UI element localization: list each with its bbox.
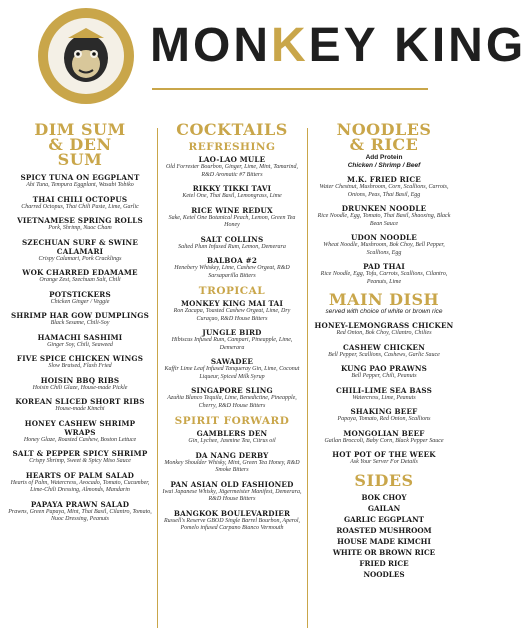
item-name: HONEY-LEMONGRASS CHICKEN bbox=[314, 321, 454, 330]
item-description: Old Forrester Bourbon, Ginger, Lime, Mint, Tamarind, R&D Aromatic #7 Bitters bbox=[165, 164, 299, 178]
item-name: MONGOLIAN BEEF bbox=[343, 428, 425, 438]
item-description: Iwai Japanese Whisky, Jägermeister Manifest, Demerara, R&D House Bitters bbox=[162, 488, 302, 502]
item-name: KOREAN SLICED SHORT RIBS bbox=[15, 397, 145, 406]
item-description: Sake, Ketel One Botanical Peach, Lemon, Green Tea Honey bbox=[168, 214, 296, 228]
item-description: Gin, Lychee, Jasmine Tea, Citrus oil bbox=[188, 438, 276, 444]
item-description: Rice Noodle, Egg, Tofu, Carrots, Scallions, Cilantro, Peanuts, Lime bbox=[320, 271, 448, 285]
item-description: Hearts of Palm, Watercress, Avocado, Tomato, Cucumber, Lime-Chili Dressing, Almonds, Mandarin bbox=[10, 479, 150, 493]
cocktails-column bbox=[162, 122, 302, 538]
item-name: PAN ASIAN OLD FASHIONED bbox=[170, 479, 294, 489]
item-name: DA NANG DERBY bbox=[195, 450, 269, 460]
cocktail-menu-item bbox=[162, 451, 302, 475]
cocktail-group-heading: TROPICAL bbox=[198, 285, 266, 297]
dimsum-menu-item bbox=[8, 290, 152, 307]
item-description: Bell Pepper, Scallions, Cashews, Garlic Sauce bbox=[328, 351, 440, 358]
monkey-logo-icon bbox=[38, 8, 134, 104]
item-description: Ginger Soy, Chili, Seaweed bbox=[47, 341, 113, 348]
noodle-menu-item bbox=[312, 175, 456, 199]
main-dish-menu-item bbox=[312, 343, 456, 360]
side-item: ROASTED MUSHROOM bbox=[336, 525, 432, 535]
item-description: Azuñia Blanco Tequila, Lime, Benedictine, Pineapple, Cherry, R&D House Bitters bbox=[167, 395, 297, 409]
dimsum-menu-item bbox=[8, 354, 152, 371]
item-description: Hoisin Chili Glaze, House-made Pickle bbox=[32, 384, 128, 391]
dimsum-menu-item bbox=[8, 195, 152, 212]
cocktail-group-heading: REFRESHING bbox=[188, 141, 276, 153]
item-description: Pork, Shrimp, Nuoc Cham bbox=[48, 225, 112, 231]
item-description: Monkey Shoulder Whisky, Mint, Green Tea Honey, R&D Smoke Bitters bbox=[164, 459, 300, 473]
main-dish-menu-item bbox=[312, 450, 456, 467]
dimsum-menu-item bbox=[8, 471, 152, 495]
column-divider bbox=[307, 128, 308, 628]
dimsum-list bbox=[8, 173, 152, 524]
item-name: RICE WINE REDUX bbox=[191, 205, 273, 215]
noodle-menu-item bbox=[312, 204, 456, 228]
item-description: Ron Zacapa, Toasted Cashew Orgeat, Lime, Dry Curaçao, R&D House Bitters bbox=[173, 308, 291, 322]
item-description: Ask Your Server For Details bbox=[350, 459, 418, 465]
item-name: BANGKOK BOULEVARDIER bbox=[173, 508, 291, 518]
item-description: Prawns, Green Papaya, Mint, Thai Basil, Cilantro, Tomato, Nuoc Dressing, Peanuts bbox=[8, 508, 152, 522]
item-name: THAI CHILI OCTOPUS bbox=[32, 194, 128, 204]
cocktail-menu-item bbox=[162, 235, 302, 252]
side-item: GARLIC EGGPLANT bbox=[343, 514, 425, 524]
item-description: Rice Noodle, Egg, Tomato, Thai Basil, Shaoxing, Black Bean Sauce bbox=[317, 213, 451, 227]
noodles-protein-options: Chicken / Shrimp / Beef bbox=[347, 162, 421, 169]
sides-list bbox=[312, 492, 456, 580]
dimsum-menu-item bbox=[8, 311, 152, 328]
dimsum-menu-item bbox=[8, 216, 152, 233]
dimsum-menu-item bbox=[8, 397, 152, 414]
item-name: PAD THAI bbox=[363, 262, 405, 271]
cocktails-title: COCKTAILS bbox=[176, 120, 288, 139]
item-description: Gailan Broccoli, Baby Corn, Black Pepper Sauce bbox=[324, 437, 444, 444]
dimsum-menu-item bbox=[8, 376, 152, 393]
cocktail-menu-item bbox=[162, 480, 302, 504]
noodles-column bbox=[312, 122, 456, 580]
item-description: Black Sesame, Chili-Soy bbox=[50, 320, 110, 326]
dimsum-menu-item bbox=[8, 333, 152, 350]
item-description: Wheat Noodle, Mushroom, Bok Choy, Bell Pepper, Scallions, Egg bbox=[323, 242, 445, 256]
side-item: HOUSE MADE KIMCHI bbox=[337, 536, 431, 546]
item-name: PAPAYA PRAWN SALAD bbox=[30, 499, 130, 509]
cocktail-menu-item bbox=[162, 429, 302, 446]
item-description: House-made Kimchi bbox=[55, 406, 105, 412]
dimsum-menu-item bbox=[8, 268, 152, 285]
main-dish-menu-item bbox=[312, 364, 456, 381]
brand-underline bbox=[152, 88, 428, 90]
item-name: HAMACHI SASHIMI bbox=[37, 332, 123, 342]
item-description: Papaya, Tomato, Red Onion, Scallions bbox=[337, 416, 431, 422]
item-name: DRUNKEN NOODLE bbox=[341, 204, 427, 213]
item-name: LAO-LAO MULE bbox=[198, 155, 266, 164]
cocktail-groups bbox=[162, 141, 302, 533]
dimsum-title: DIM SUM & DEN SUM bbox=[34, 120, 126, 169]
side-item: BOK CHOY bbox=[361, 492, 407, 502]
item-description: Crispy Shrimp, Sweet & Spicy Miso Sauce bbox=[29, 458, 131, 464]
item-description: Salted Plum Infused Rum, Lemon, Demerara bbox=[178, 243, 286, 250]
item-description: Orange Zest, Szechuan Salt, Chili bbox=[39, 277, 121, 283]
item-name: SHAKING BEEF bbox=[350, 407, 418, 416]
monkey-face-icon bbox=[48, 18, 124, 94]
item-name: CHILI-LIME SEA BASS bbox=[335, 385, 433, 395]
item-name: MONKEY KING MAI TAI bbox=[180, 299, 284, 308]
item-name: SALT & PEPPER SPICY SHRIMP bbox=[12, 449, 148, 458]
cocktail-menu-item bbox=[162, 155, 302, 179]
item-description: Chicken Ginger / Veggie bbox=[50, 298, 110, 305]
item-description: Henebery Whiskey, Lime, Cashew Orgeat, R&D Sarsaparilla Bitters bbox=[174, 265, 290, 279]
side-item: NOODLES bbox=[363, 569, 405, 579]
noodles-title: NOODLES & RICE bbox=[336, 120, 432, 154]
cocktail-menu-item bbox=[162, 206, 302, 230]
dimsum-menu-item bbox=[8, 500, 152, 524]
item-description: Water Chestnut, Mushroom, Corn, Scallions, Carrots, Onions, Peas, Thai Basil, Egg bbox=[319, 184, 449, 198]
dimsum-menu-item bbox=[8, 419, 152, 445]
dimsum-menu-item bbox=[8, 238, 152, 264]
item-name: UDON NOODLE bbox=[351, 233, 417, 242]
cocktail-menu-item bbox=[162, 328, 302, 352]
main-dish-menu-item bbox=[312, 407, 456, 424]
item-description: Bell Pepper, Chili, Peanuts bbox=[351, 373, 417, 379]
dimsum-menu-item bbox=[8, 173, 152, 190]
item-description: Hibiscus Infused Rum, Campari, Pineapple, Lime, Demerara bbox=[171, 337, 293, 351]
noodle-menu-item bbox=[312, 262, 456, 286]
main-list bbox=[312, 321, 456, 467]
item-description: Red Onion, Bok Choy, Cilantro, Chilies bbox=[336, 330, 432, 336]
column-divider bbox=[157, 128, 158, 628]
cocktail-menu-item bbox=[162, 184, 302, 201]
main-subtitle: served with choice of white or brown rice bbox=[325, 308, 443, 315]
item-name: SALT COLLINS bbox=[200, 234, 264, 244]
item-name: SZECHUAN SURF & SWINE CALAMARI bbox=[21, 237, 139, 256]
item-name: CASHEW CHICKEN bbox=[342, 342, 426, 352]
noodles-protein-label: Add Protein bbox=[365, 154, 403, 161]
cocktail-group-heading: SPIRIT FORWARD bbox=[174, 415, 290, 427]
side-item: FRIED RICE bbox=[359, 558, 409, 568]
item-name: JUNGLE BIRD bbox=[202, 328, 262, 337]
item-description: Slow Braised, Flash Fried bbox=[48, 363, 112, 369]
item-name: SHRIMP HAR GOW DUMPLINGS bbox=[11, 311, 149, 320]
item-name: POTSTICKERS bbox=[49, 289, 111, 299]
item-name: SPICY TUNA ON EGGPLANT bbox=[20, 173, 140, 182]
item-description: Ahi Tuna, Tempura Eggplant, Wasabi Tobiko bbox=[26, 182, 134, 188]
noodle-menu-item bbox=[312, 233, 456, 257]
item-description: Charred Octopus, Thai Chili Paste, Lime, Garlic bbox=[21, 203, 139, 210]
item-name: HOISIN BBQ RIBS bbox=[40, 375, 120, 385]
item-name: KUNG PAO PRAWNS bbox=[340, 364, 428, 373]
main-dish-menu-item bbox=[312, 386, 456, 403]
main-dish-menu-item bbox=[312, 429, 456, 446]
dimsum-menu-item bbox=[8, 449, 152, 466]
item-name: VIETNAMESE SPRING ROLLS bbox=[17, 216, 143, 225]
item-name: HOT POT OF THE WEEK bbox=[332, 450, 436, 459]
item-description: Watercress, Lime, Peanuts bbox=[352, 394, 416, 401]
item-description: Ketel One, Thai Basil, Lemongrass, Lime bbox=[182, 193, 282, 199]
item-description: Kaffir Lime Leaf Infused Tanqueray Gin, Lime, Coconut Liqueur, Spiced Milk Syrup bbox=[164, 366, 300, 380]
side-item: GAILAN bbox=[367, 503, 401, 513]
item-name: WOK CHARRED EDAMAME bbox=[22, 268, 138, 277]
cocktail-menu-item bbox=[162, 386, 302, 410]
item-name: SINGAPORE SLING bbox=[191, 386, 273, 395]
noodles-list bbox=[312, 175, 456, 286]
item-name: FIVE SPICE CHICKEN WINGS bbox=[16, 354, 144, 363]
item-name: HEARTS OF PALM SALAD bbox=[25, 470, 135, 480]
dimsum-column bbox=[8, 122, 152, 529]
item-name: RIKKY TIKKI TAVI bbox=[192, 184, 272, 193]
item-name: GAMBLERS DEN bbox=[196, 429, 268, 438]
brand-wordmark: MONKEY KING bbox=[150, 19, 526, 72]
item-description: Russell's Reserve GBOD Single Barrel Bourbon, Aperol, Pomelo infused Carpano Bianco Vermouth bbox=[163, 517, 301, 531]
item-name: SAWADEE bbox=[210, 357, 254, 366]
item-description: Honey Glaze, Roasted Cashew, Boston Lettuce bbox=[23, 436, 137, 443]
menu-header bbox=[0, 0, 526, 112]
item-name: HONEY CASHEW SHRIMP WRAPS bbox=[24, 418, 136, 437]
main-title: MAIN DISH bbox=[328, 290, 440, 309]
cocktail-menu-item bbox=[162, 256, 302, 280]
cocktail-menu-item bbox=[162, 357, 302, 381]
item-description: Crispy Calamari, Pork Cracklings bbox=[38, 255, 122, 262]
item-name: BALBOA #2 bbox=[206, 256, 258, 265]
item-name: M.K. FRIED RICE bbox=[347, 175, 421, 184]
main-dish-menu-item bbox=[312, 321, 456, 338]
cocktail-menu-item bbox=[162, 299, 302, 323]
side-item: WHITE OR BROWN RICE bbox=[332, 547, 436, 557]
cocktail-menu-item bbox=[162, 509, 302, 533]
sides-title: SIDES bbox=[354, 470, 414, 490]
